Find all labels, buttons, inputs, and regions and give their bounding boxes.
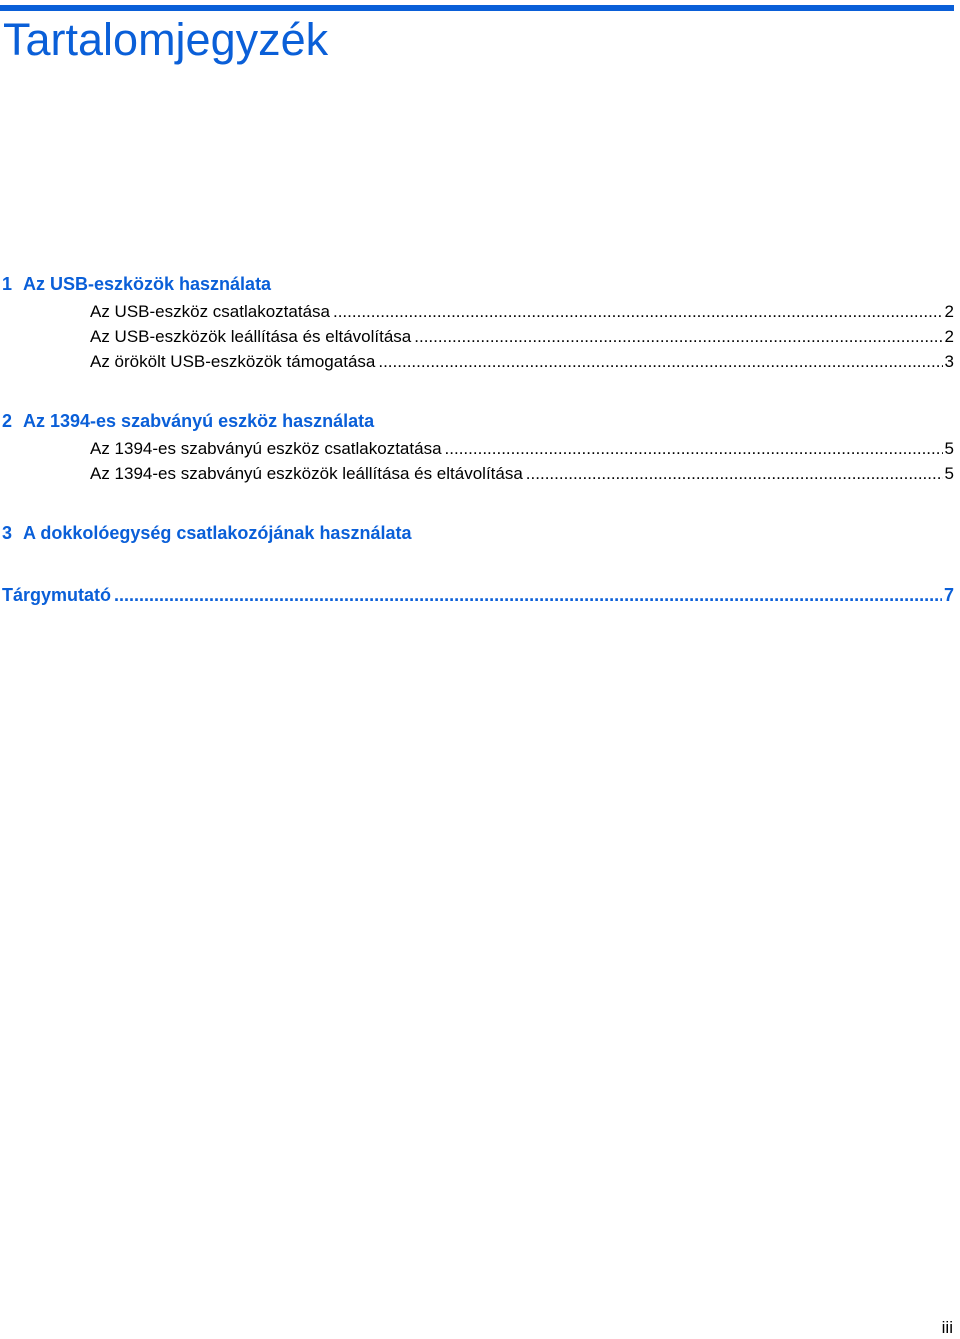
entry-label: Az 1394-es szabványú eszköz csatlakoztatása [90,439,442,458]
toc-entry[interactable] [0,464,954,489]
entry-label: Az USB-eszközök leállítása és eltávolítása [90,327,412,346]
page-number: 5 [944,439,954,458]
chapter-3-heading[interactable] [0,523,954,551]
dot-leader [414,327,942,347]
table-of-contents [0,274,954,613]
toc-entry[interactable] [0,302,954,327]
chapter-number: 3 [2,523,13,543]
index-entry[interactable] [0,585,954,613]
spacer [0,489,954,523]
chapter-number: 1 [2,274,13,294]
chapter-title: Az USB-eszközök használata [23,274,272,294]
page-folio: iii [941,1318,953,1337]
dot-leader [114,585,942,606]
spacer [0,377,954,411]
index-label: Tárgymutató [2,585,112,605]
top-rule [0,5,954,11]
spacer [0,551,954,585]
toc-entry[interactable] [0,327,954,352]
entry-label: Az USB-eszköz csatlakoztatása [90,302,330,321]
page-title: Tartalomjegyzék [3,14,329,65]
dot-leader [378,352,942,372]
page-number: 5 [944,464,954,483]
page-number: 3 [944,352,954,371]
chapter-title: A dokkolóegység csatlakozójának használata [23,523,412,543]
dot-leader [526,464,943,484]
page-number: 2 [944,302,954,321]
dot-leader [333,302,943,322]
entry-label: Az örökölt USB-eszközök támogatása [90,352,376,371]
chapter-1-heading[interactable] [0,274,954,302]
chapter-number: 2 [2,411,13,431]
toc-entry[interactable] [0,352,954,377]
dot-leader [445,439,943,459]
index-page-number: 7 [943,585,954,605]
entry-label: Az 1394-es szabványú eszközök leállítása és eltávolítása [90,464,523,483]
chapter-2-heading[interactable] [0,411,954,439]
page-number: 2 [944,327,954,346]
chapter-title: Az 1394-es szabványú eszköz használata [23,411,375,431]
toc-entry[interactable] [0,439,954,464]
